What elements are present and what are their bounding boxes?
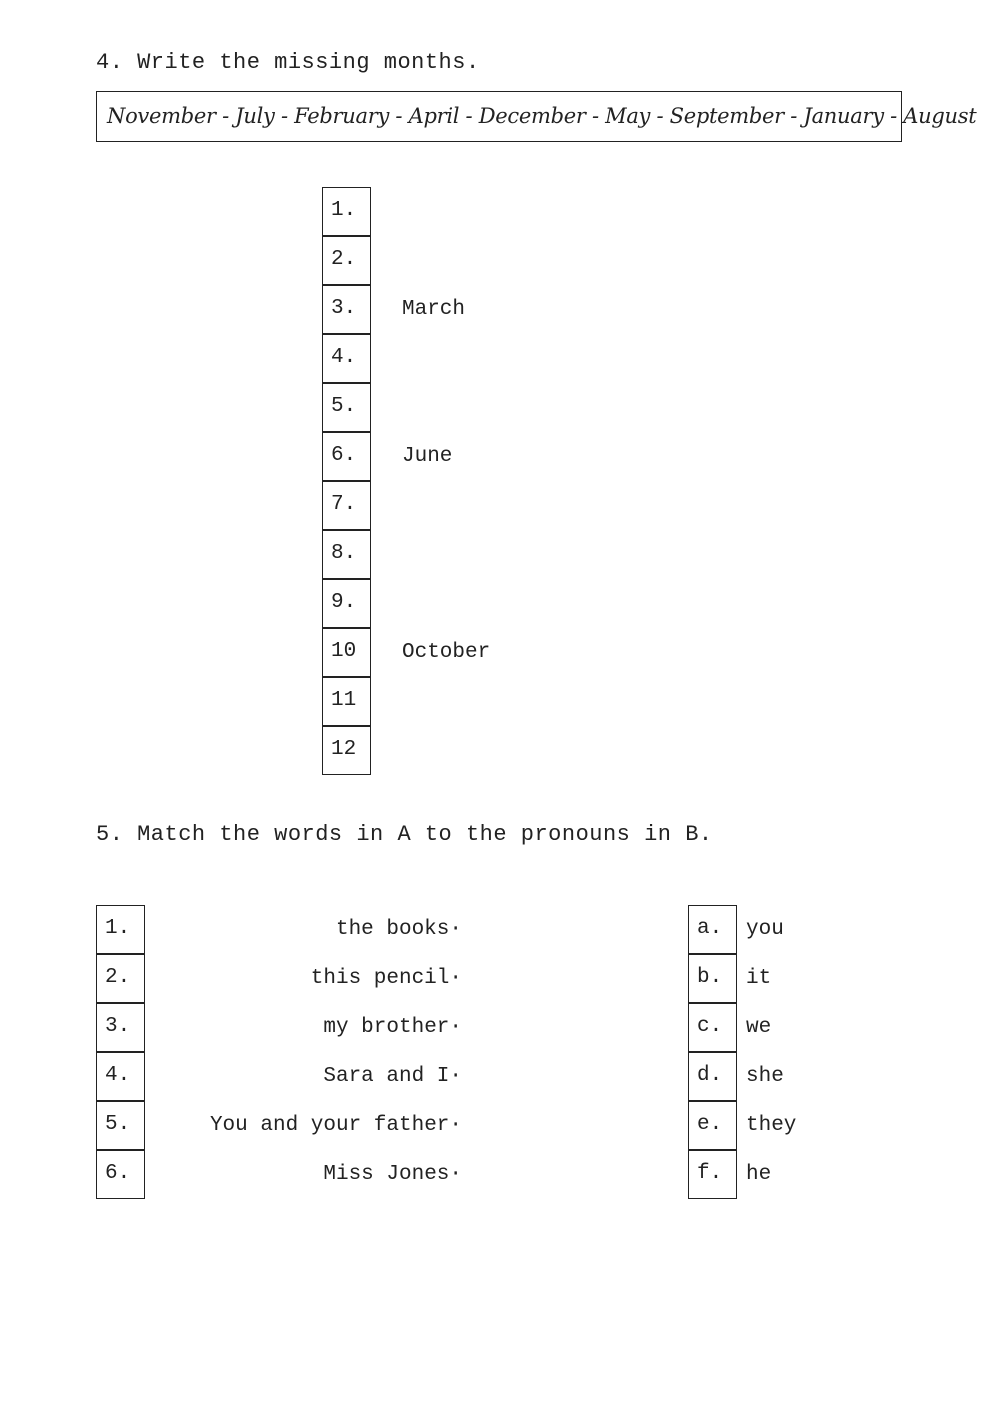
column-b-letter-cell: b. <box>688 954 737 1003</box>
column-a-number-cell: 3. <box>96 1003 145 1052</box>
month-number-cell: 7. <box>322 481 371 530</box>
column-b-letter-cell: a. <box>688 905 737 954</box>
column-a-number-cell: 6. <box>96 1150 145 1199</box>
column-b-pronoun[interactable]: they <box>746 1114 797 1137</box>
column-b-letter-cell: c. <box>688 1003 737 1052</box>
month-number-cell: 6. <box>322 432 371 481</box>
month-number-cell: 1. <box>322 187 371 236</box>
month-answer[interactable]: March <box>402 298 466 321</box>
column-a-word[interactable]: my brother· <box>323 1016 462 1039</box>
column-b-pronoun[interactable]: you <box>746 918 784 941</box>
column-a-word[interactable]: Miss Jones· <box>323 1163 462 1186</box>
word-bank: November - July - February - April - December - May - September - January - August <box>96 91 902 142</box>
month-number-cell: 9. <box>322 579 371 628</box>
month-answer[interactable]: October <box>402 641 491 664</box>
exercise-5-title: 5. Match the words in A to the pronouns in B. <box>96 822 713 847</box>
column-b-pronoun[interactable]: she <box>746 1065 784 1088</box>
column-a-word[interactable]: the books· <box>335 918 462 941</box>
column-a-word[interactable]: You and your father· <box>209 1114 462 1137</box>
month-answer[interactable]: June <box>402 445 453 468</box>
month-number-cell: 12 <box>322 726 371 775</box>
column-a-word[interactable]: Sara and I· <box>323 1065 462 1088</box>
column-b-letter-cell: f. <box>688 1150 737 1199</box>
exercise-4-title: 4. Write the missing months. <box>96 50 480 75</box>
column-a-number-cell: 2. <box>96 954 145 1003</box>
column-a-word[interactable]: this pencil· <box>310 967 462 990</box>
column-a-number-cell: 5. <box>96 1101 145 1150</box>
month-number-cell: 5. <box>322 383 371 432</box>
month-number-cell: 8. <box>322 530 371 579</box>
column-b-pronoun[interactable]: it <box>746 967 772 990</box>
column-b-pronoun[interactable]: he <box>746 1163 772 1186</box>
column-a-number-cell: 4. <box>96 1052 145 1101</box>
month-number-cell: 3. <box>322 285 371 334</box>
month-number-cell: 4. <box>322 334 371 383</box>
column-b-pronoun[interactable]: we <box>746 1016 772 1039</box>
month-number-cell: 10 <box>322 628 371 677</box>
month-number-cell: 11 <box>322 677 371 726</box>
column-a-number-cell: 1. <box>96 905 145 954</box>
column-b-letter-cell: e. <box>688 1101 737 1150</box>
column-b-letter-cell: d. <box>688 1052 737 1101</box>
month-number-cell: 2. <box>322 236 371 285</box>
